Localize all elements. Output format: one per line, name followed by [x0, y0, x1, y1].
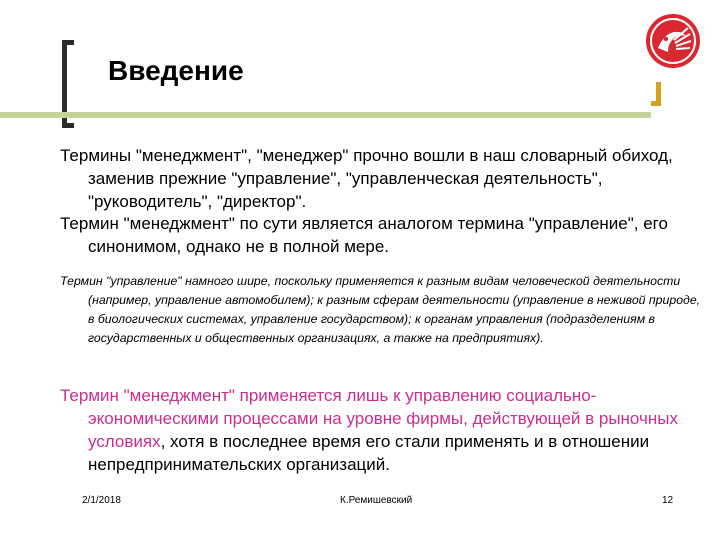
footer-date: 2/1/2018 — [82, 495, 121, 506]
paragraph-terms-analog: Термин "менеджмент" по сути является аналогом термина "управление", его синонимом, однако не в полной мере. — [60, 214, 668, 256]
accent-text: Термин "менеджмент" применяется лишь к управлению социально-экономическими процессами на уровне фирмы, действующей в рыночных условиях — [60, 386, 678, 451]
header-divider-bar — [0, 112, 651, 118]
paragraph-terms-intro: Термины "менеджмент", "менеджер" прочно вошли в наш словарный обиход, заменив прежние "управление", "управленческая деятельность", "руководитель", "директор". — [60, 146, 673, 211]
right-bracket-decoration — [651, 82, 661, 106]
paragraph-management-scope: Термин "управление" намного шире, поскольку применяется к разным видам человеческой деятельности (например, управление автомобилем); к разным сферам деятельности (управление в неживой природе, в биологических системах, управление государством); к органам управления (подразделениям в государственных и общественных организациях, а также на предприятиях). — [60, 274, 701, 345]
footer-page-number: 12 — [662, 495, 674, 506]
paragraph-text: , хотя в последнее время его стали применять и в отношении непредпринимательских организаций. — [88, 432, 650, 474]
paragraph-management-application — [60, 384, 688, 476]
slide-title: Введение — [108, 55, 244, 86]
red-circle-emblem-icon — [644, 12, 702, 70]
footer-author: К.Ремишевский — [340, 495, 413, 506]
